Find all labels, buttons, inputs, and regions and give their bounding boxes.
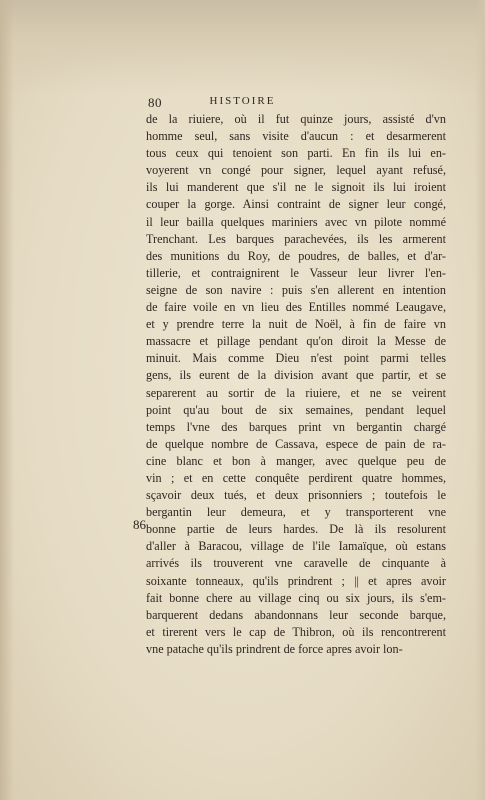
text-line: soixante tonneaux, qu'ils prindrent ; || et apres avoir: [146, 573, 446, 588]
text-line: Trenchant. Les barques parachevées, ils les armerent: [146, 231, 446, 246]
page-left-edge: [0, 0, 14, 800]
text-line: de quelque nombre de Cassava, espece de pain de ra-: [146, 436, 446, 451]
text-line: il leur bailla quelques mariniers avec vn pilote nommé: [146, 214, 446, 229]
text-line: de faire voile en vn lieu des Entilles nommé Leaugave,: [146, 300, 446, 315]
text-line: bonne partie de leurs hardes. De là ils resolurent: [146, 522, 446, 537]
page-number: 80: [148, 95, 162, 110]
text-line: couper la gorge. Ainsi contraint de signer leur congé,: [146, 197, 446, 212]
text-line: et tirerent vers le cap de Thibron, où ils rencontrerent: [146, 624, 446, 639]
text-line: de la riuiere, où il fut quinze jours, assisté d'vn: [146, 112, 446, 126]
text-line: gens, ils eurent de la division avant que partir, et se: [146, 368, 446, 383]
text-line: separerent au sortir de la riuiere, et ne se veirent: [146, 385, 446, 400]
text-line: seigne de son navire : puis s'en allerent en intention: [146, 282, 446, 297]
text-line: massacre et pillage pendant qu'on diroit la Messe de: [146, 334, 446, 349]
text-line: des munitions du Roy, de poudres, de balles, et d'ar-: [146, 248, 446, 263]
page-right-edge: [475, 0, 485, 800]
text-line: et y prendre terre la nuit de Noël, à fin de faire vn: [146, 317, 446, 332]
text-line: voyerent vn congé pour signer, lequel ayant refusé,: [146, 163, 446, 178]
margin-page-reference: 86: [133, 517, 146, 532]
text-line: bergantin leur demeura, et y transporterent vne: [146, 505, 446, 520]
text-line: arrivés ils trouverent vne caravelle de cinquante à: [146, 556, 446, 571]
text-line: tillerie, et contraignirent le Vasseur leur livrer l'en-: [146, 265, 446, 280]
text-line: vne patache qu'ils prindrent de force apres avoir lon-: [146, 641, 403, 656]
text-line: homme seul, sans visite d'aucun : et desarmerent: [146, 129, 446, 144]
text-line: point qu'au bout de six semaines, pendant lequel: [146, 402, 446, 417]
text-line: cine blanc et bon à manger, avec quelque peu de: [146, 453, 446, 468]
text-line: temps l'vne des barques print vn bergantin chargé: [146, 419, 446, 434]
page-header: [140, 95, 345, 111]
running-title: HISTOIRE: [209, 95, 276, 107]
page-top-discoloration: [0, 0, 485, 95]
text-line: tous ceux qui tenoient son parti. En fin ils lui en-: [146, 146, 446, 161]
text-line: minuit. Mais comme Dieu n'est point parmi telles: [146, 351, 446, 366]
text-line: vin ; et en cette conquête perdirent quatre hommes,: [146, 470, 446, 485]
text-line: barquerent dedans abandonnans leur seconde barque,: [146, 607, 446, 622]
text-line: sçavoir deux tués, et deux prisonniers ; toutefois le: [146, 488, 446, 503]
body-text: [146, 111, 446, 658]
text-line: fait bonne chere au village cinq ou six jours, ils s'em-: [146, 590, 446, 605]
text-line: d'aller à Baracou, village de l'ile Iamaïque, où estans: [146, 539, 446, 554]
text-line: ils lui manderent que s'il ne le signoit ils lui iroient: [146, 180, 446, 195]
